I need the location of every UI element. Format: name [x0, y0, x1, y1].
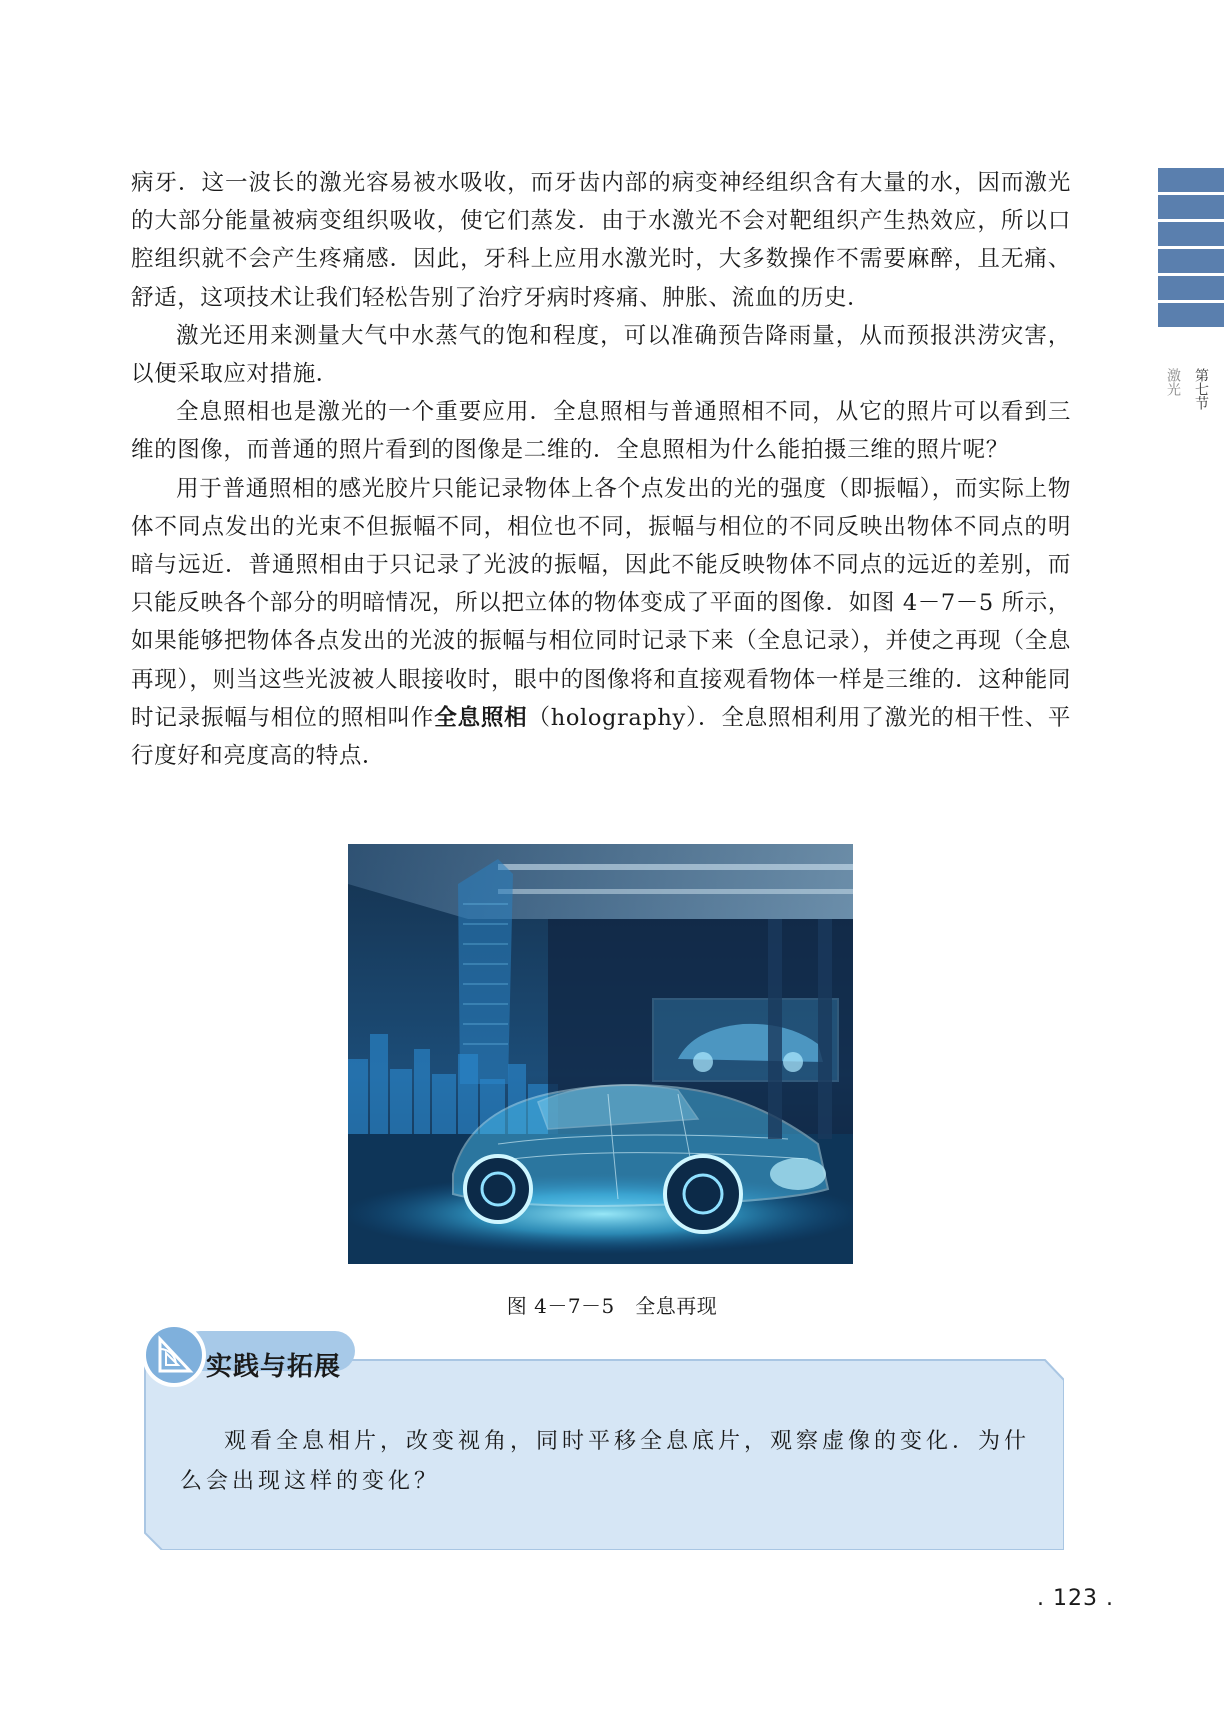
hologram-car-image — [348, 844, 853, 1264]
set-square-icon — [154, 1335, 196, 1377]
body-text — [131, 164, 1071, 775]
chapter-tab-bars — [1158, 168, 1224, 330]
paragraph-text: 用于普通照相的感光胶片只能记录物体上各个点发出的光的强度（即振幅），而实际上物体不同点发出的光束不但振幅不同，相位也不同，振幅与相位的不同反映出物体不同点的明暗与远近．普通照相由于只记录了光波的振幅，因此不能反映物体不同点的远近的差别，而只能反映各个部分的明暗情况，所以把立体的物体变成了平面的图像．如图 4－7－5 所示，如果能够把物体各点发出的光波的振幅与相位同时记录下来（全息记录），并使之再现（全息再现），则当这些光波被人眼接收时，眼中的图像将和直接观看物体一样是三维的．这种能同时记录振幅与相位的照相叫作 — [131, 475, 1071, 731]
practice-title: 实践与拓展 — [206, 1352, 342, 1382]
tab-bar — [1158, 249, 1224, 273]
key-term: 全息照相 — [434, 704, 528, 731]
figure-title: 全息再现 — [635, 1294, 718, 1318]
practice-question: 观看全息相片，改变视角，同时平移全息底片，观察虚像的变化．为什么会出现这样的变化？ — [180, 1429, 1031, 1494]
paragraph: 激光还用来测量大气中水蒸气的饱和程度，可以准确预告降雨量，从而预报洪涝灾害，以便采取应对措施． — [131, 322, 1071, 388]
practice-text — [180, 1422, 1030, 1502]
section-topic: 激光 — [1165, 368, 1181, 396]
page-number: . 123 . — [1037, 1586, 1114, 1611]
figure-label: 图 4－7－5 — [506, 1294, 615, 1318]
tab-bar — [1158, 195, 1224, 219]
tab-bar — [1158, 303, 1224, 327]
side-section-label — [1165, 368, 1210, 410]
tab-bar — [1158, 222, 1224, 246]
section-number: 第七节 — [1193, 368, 1209, 410]
tab-bar — [1158, 168, 1224, 192]
paragraph: 病牙．这一波长的激光容易被水吸收，而牙齿内部的病变神经组织含有大量的水，因而激光的大部分能量被病变组织吸收，使它们蒸发．由于水激光不会对靶组织产生热效应，所以口腔组织就不会产生疼痛感．因此，牙科上应用水激光时，大多数操作不需要麻醉，且无痛、舒适，这项技术让我们轻松告别了治疗牙病时疼痛、肿胀、流血的历史． — [131, 170, 1071, 311]
hologram-illustration — [348, 844, 853, 1264]
tab-bar — [1158, 276, 1224, 300]
paragraph — [131, 470, 1071, 776]
paragraph-text: （holography）．全息照相利用了激光的相干性、平行度好和亮度高的特点． — [131, 704, 1071, 770]
paragraph: 全息照相也是激光的一个重要应用．全息照相与普通照相不同，从它的照片可以看到三维的图像，而普通的照片看到的图像是二维的．全息照相为什么能拍摄三维的照片呢？ — [131, 399, 1071, 464]
figure-caption — [0, 1290, 1224, 1319]
